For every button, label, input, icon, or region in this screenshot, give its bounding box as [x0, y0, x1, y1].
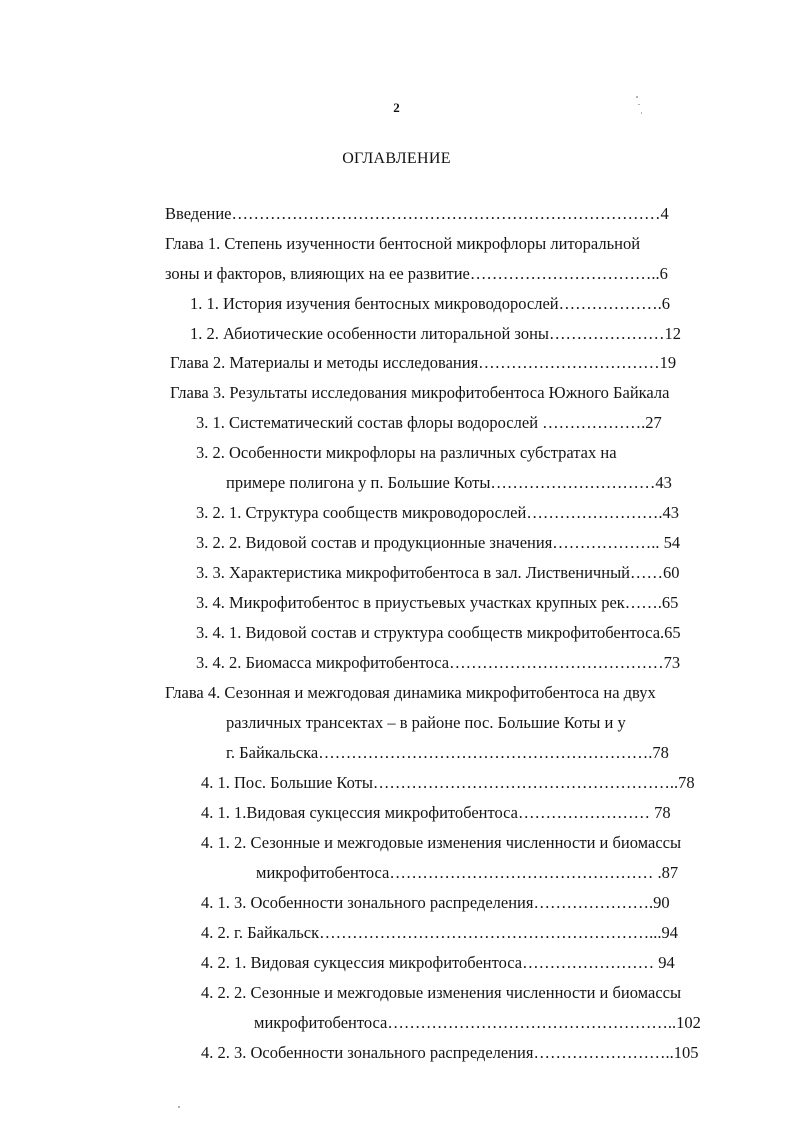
- toc-entry-4-1-2: 4. 1. 2. Сезонные и межгодовые изменения численности и биомассы: [201, 833, 682, 852]
- toc-entry-chapter-1: Глава 1. Степень изученности бентосной микрофлоры литоральной: [165, 234, 641, 253]
- toc-entry-4-1-1: 4. 1. 1.Видовая сукцессия микрофитобентоса…………………… 78: [201, 803, 671, 822]
- toc-entry-4-2-1: 4. 2. 1. Видовая сукцессия микрофитобентоса…………………… 94: [201, 953, 675, 972]
- toc-entry-chapter-1-cont: зоны и факторов, влияющих на ее развитие……………………………..6: [165, 264, 668, 283]
- toc-entry-chapter-3: Глава 3. Результаты исследования микрофитобентоса Южного Байкала: [170, 383, 670, 402]
- toc-entry-introduction: Введение……………………………………………………………………4: [165, 204, 669, 223]
- scan-speck: [636, 96, 638, 98]
- toc-entry-chapter-4: Глава 4. Сезонная и межгодовая динамика микрофитобентоса на двух: [165, 683, 656, 702]
- toc-entry-3-2-2: 3. 2. 2. Видовой состав и продукционные значения……………….. 54: [196, 533, 681, 552]
- toc-entry-3-2-1: 3. 2. 1. Структура сообществ микроводорослей…………………….43: [196, 503, 679, 522]
- scan-speck: [641, 112, 642, 114]
- toc-entry-4-1-3: 4. 1. 3. Особенности зонального распределения………………….90: [201, 893, 670, 912]
- toc-entry-4-1-2-cont: микрофитобентоса………………………………………… .87: [256, 863, 679, 882]
- toc-entry-1-1: 1. 1. История изучения бентосных микроводорослей……………….6: [190, 294, 671, 313]
- scan-speck: [638, 104, 640, 105]
- scan-speck: [178, 1106, 180, 1108]
- toc-entry-4-2-2-cont: микрофитобентоса……………………………………………..102: [254, 1013, 701, 1032]
- toc-entry-4-2: 4. 2. г. Байкальск……………………………………………………...94: [201, 923, 678, 942]
- toc-entry-3-4-2: 3. 4. 2. Биомасса микрофитобентоса…………………………………73: [196, 653, 681, 672]
- toc-entry-4-2-2: 4. 2. 2. Сезонные и межгодовые изменения численности и биомассы: [201, 983, 682, 1002]
- toc-entry-3-2-cont: примере полигона у п. Большие Коты…………………………43: [226, 473, 672, 492]
- toc-entry-3-4: 3. 4. Микрофитобентос в приустьевых участках крупных рек…….65: [196, 593, 679, 612]
- toc-entry-chapter-4-cont: различных трансектах – в районе пос. Большие Коты и у: [226, 713, 626, 732]
- toc-entry-1-2: 1. 2. Абиотические особенности литоральной зоны…………………12: [190, 324, 681, 343]
- toc-entry-3-2: 3. 2. Особенности микрофлоры на различных субстратах на: [196, 443, 617, 462]
- toc-entry-3-4-1: 3. 4. 1. Видовой состав и структура сообществ микрофитобентоса.65: [196, 623, 681, 642]
- toc-entry-3-1: 3. 1. Систематический состав флоры водорослей ……………….27: [196, 413, 662, 432]
- toc-entry-4-2-3: 4. 2. 3. Особенности зонального распределения……………………..105: [201, 1043, 699, 1062]
- page-number: 2: [393, 100, 400, 115]
- toc-entry-chapter-2: Глава 2. Материалы и методы исследования……………………………19: [170, 353, 677, 372]
- toc-entry-3-3: 3. 3. Характеристика микрофитобентоса в зал. Лиственичный……60: [196, 563, 680, 582]
- toc-entry-chapter-4-cont-2: г. Байкальска…………………………………………………….78: [226, 743, 669, 762]
- toc-entry-4-1: 4. 1. Пос. Большие Коты………………………………………………..78: [201, 773, 695, 792]
- toc-heading: ОГЛАВЛЕНИЕ: [342, 150, 451, 167]
